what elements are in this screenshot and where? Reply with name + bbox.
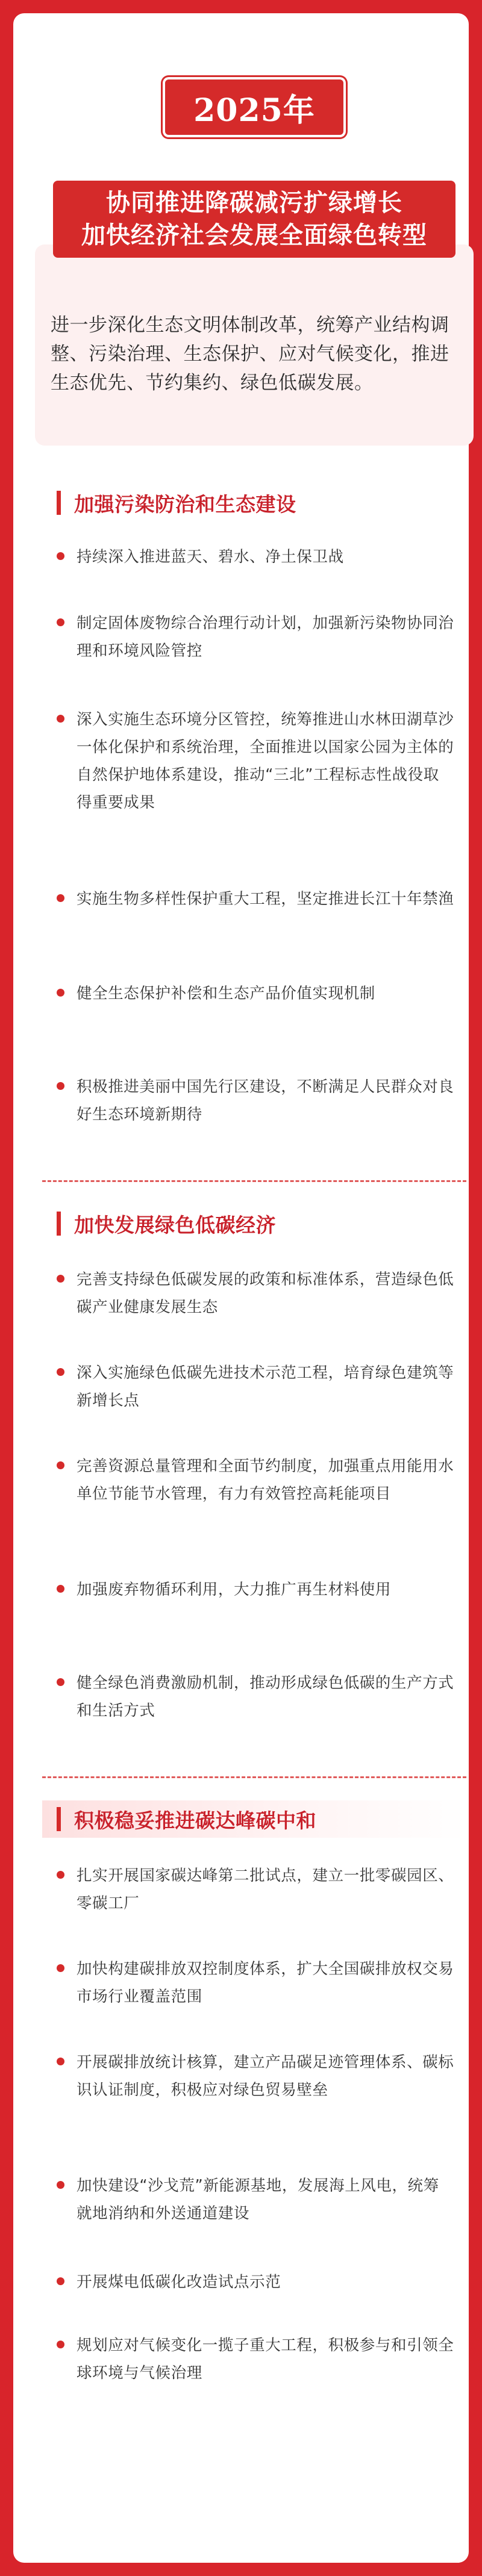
list-item-text: 加快建设“沙戈荒”新能源基地，发展海上风电，统筹就地消纳和外送通道建设 [77, 2177, 439, 2223]
content-card [13, 13, 469, 2563]
heading-bar [57, 1807, 61, 1831]
section-divider [42, 1776, 466, 1778]
list-item [57, 1073, 454, 1128]
list-item [57, 1452, 454, 1508]
list-item [57, 2172, 454, 2227]
list-item-text: 健全生态保护补偿和生态产品价值实现机制 [77, 985, 375, 1003]
bullet-icon [57, 618, 64, 626]
list-item-text: 持续深入推进蓝天、碧水、净土保卫战 [77, 548, 344, 566]
bullet-icon [57, 1461, 64, 1469]
bullet-icon [57, 1082, 64, 1090]
title-line-2: 加快经济社会发展全面绿色转型 [81, 221, 427, 249]
list-item-text: 健全绿色消费激励机制，推动形成绿色低碳的生产方式和生活方式 [77, 1674, 454, 1720]
bullet-icon [57, 2341, 64, 2348]
section-heading-pollution [57, 488, 296, 518]
list-item-text: 积极推进美丽中国先行区建设，不断满足人民群众对良好生态环境新期待 [77, 1078, 454, 1124]
list-item [57, 980, 454, 1007]
bullet-icon [57, 1678, 64, 1686]
list-item-text: 制定固体废物综合治理行动计划，加强新污染物协同治理和环境风险管控 [77, 614, 454, 660]
list-item [57, 2332, 454, 2387]
bullet-icon [57, 552, 64, 560]
section-heading-text: 加强污染防治和生态建设 [74, 492, 296, 516]
year-label: 2025年 [193, 92, 315, 129]
list-item [57, 543, 454, 571]
bullet-icon [57, 2277, 64, 2285]
list-item-text: 加强废弃物循环利用，大力推广再生材料使用 [77, 1581, 392, 1599]
list-item [57, 1862, 454, 1917]
bullet-icon [57, 1871, 64, 1879]
bullet-icon [57, 1368, 64, 1376]
list-item-text: 深入实施生态环境分区管控，统筹推进山水林田湖草沙一体化保护和系统治理，全面推进以国家公园为主体的自然保护地体系建设，推动“三北”工程标志性战役取得重要成果 [77, 711, 454, 812]
list-item [57, 2049, 454, 2104]
list-item [57, 706, 454, 817]
list-item [57, 609, 454, 665]
list-item-text: 开展煤电低碳化改造试点示范 [77, 2273, 281, 2291]
bullet-icon [57, 715, 64, 723]
intro-text: 进一步深化生态文明体制改革，统筹产业结构调整、污染治理、生态保护、应对气候变化，推进生态优先、节约集约、绿色低碳发展。 [51, 314, 449, 394]
heading-bar [57, 491, 61, 515]
bullet-icon [57, 1275, 64, 1283]
bullet-icon [57, 2058, 64, 2065]
list-item-text: 完善资源总量管理和全面节约制度，加强重点用能用水单位节能节水管理，有力有效管控高耗能项目 [77, 1457, 454, 1503]
heading-bar [57, 1212, 61, 1236]
bullet-icon [57, 1964, 64, 1972]
list-item [57, 1669, 454, 1725]
title-line-1: 协同推进降碳减污扩绿增长 [106, 188, 402, 217]
list-item [57, 1359, 454, 1414]
bullet-icon [57, 2181, 64, 2189]
list-item-text: 加快构建碳排放双控制度体系，扩大全国碳排放权交易市场行业覆盖范围 [77, 1960, 454, 2006]
list-item-text: 深入实施绿色低碳先进技术示范工程，培育绿色建筑等新增长点 [77, 1364, 454, 1410]
list-item [57, 885, 454, 913]
list-item-text: 规划应对气候变化一揽子重大工程，积极参与和引领全球环境与气候治理 [77, 2336, 454, 2382]
list-item [57, 2268, 454, 2296]
section-heading-low-carbon [57, 1209, 276, 1239]
bullet-icon [57, 989, 64, 997]
list-item [57, 1576, 454, 1604]
year-banner [165, 79, 343, 135]
list-item-text: 实施生物多样性保护重大工程，坚定推进长江十年禁渔 [77, 890, 454, 908]
section-heading-text: 积极稳妥推进碳达峰碳中和 [74, 1808, 316, 1832]
bullet-icon [57, 1585, 64, 1593]
section-heading-text: 加快发展绿色低碳经济 [74, 1213, 276, 1237]
list-item-text: 完善支持绿色低碳发展的政策和标准体系，营造绿色低碳产业健康发展生态 [77, 1271, 454, 1316]
list-item-text: 开展碳排放统计核算，建立产品碳足迹管理体系、碳标识认证制度，积极应对绿色贸易壁垒 [77, 2053, 454, 2099]
section-divider [42, 1180, 466, 1182]
list-item [57, 1266, 454, 1321]
list-item [57, 1955, 454, 2011]
page-title [53, 181, 455, 258]
intro-panel [35, 244, 474, 446]
section-heading-carbon-peak [42, 1800, 466, 1838]
list-item-text: 扎实开展国家碳达峰第二批试点，建立一批零碳园区、零碳工厂 [77, 1867, 454, 1912]
bullet-icon [57, 894, 64, 902]
